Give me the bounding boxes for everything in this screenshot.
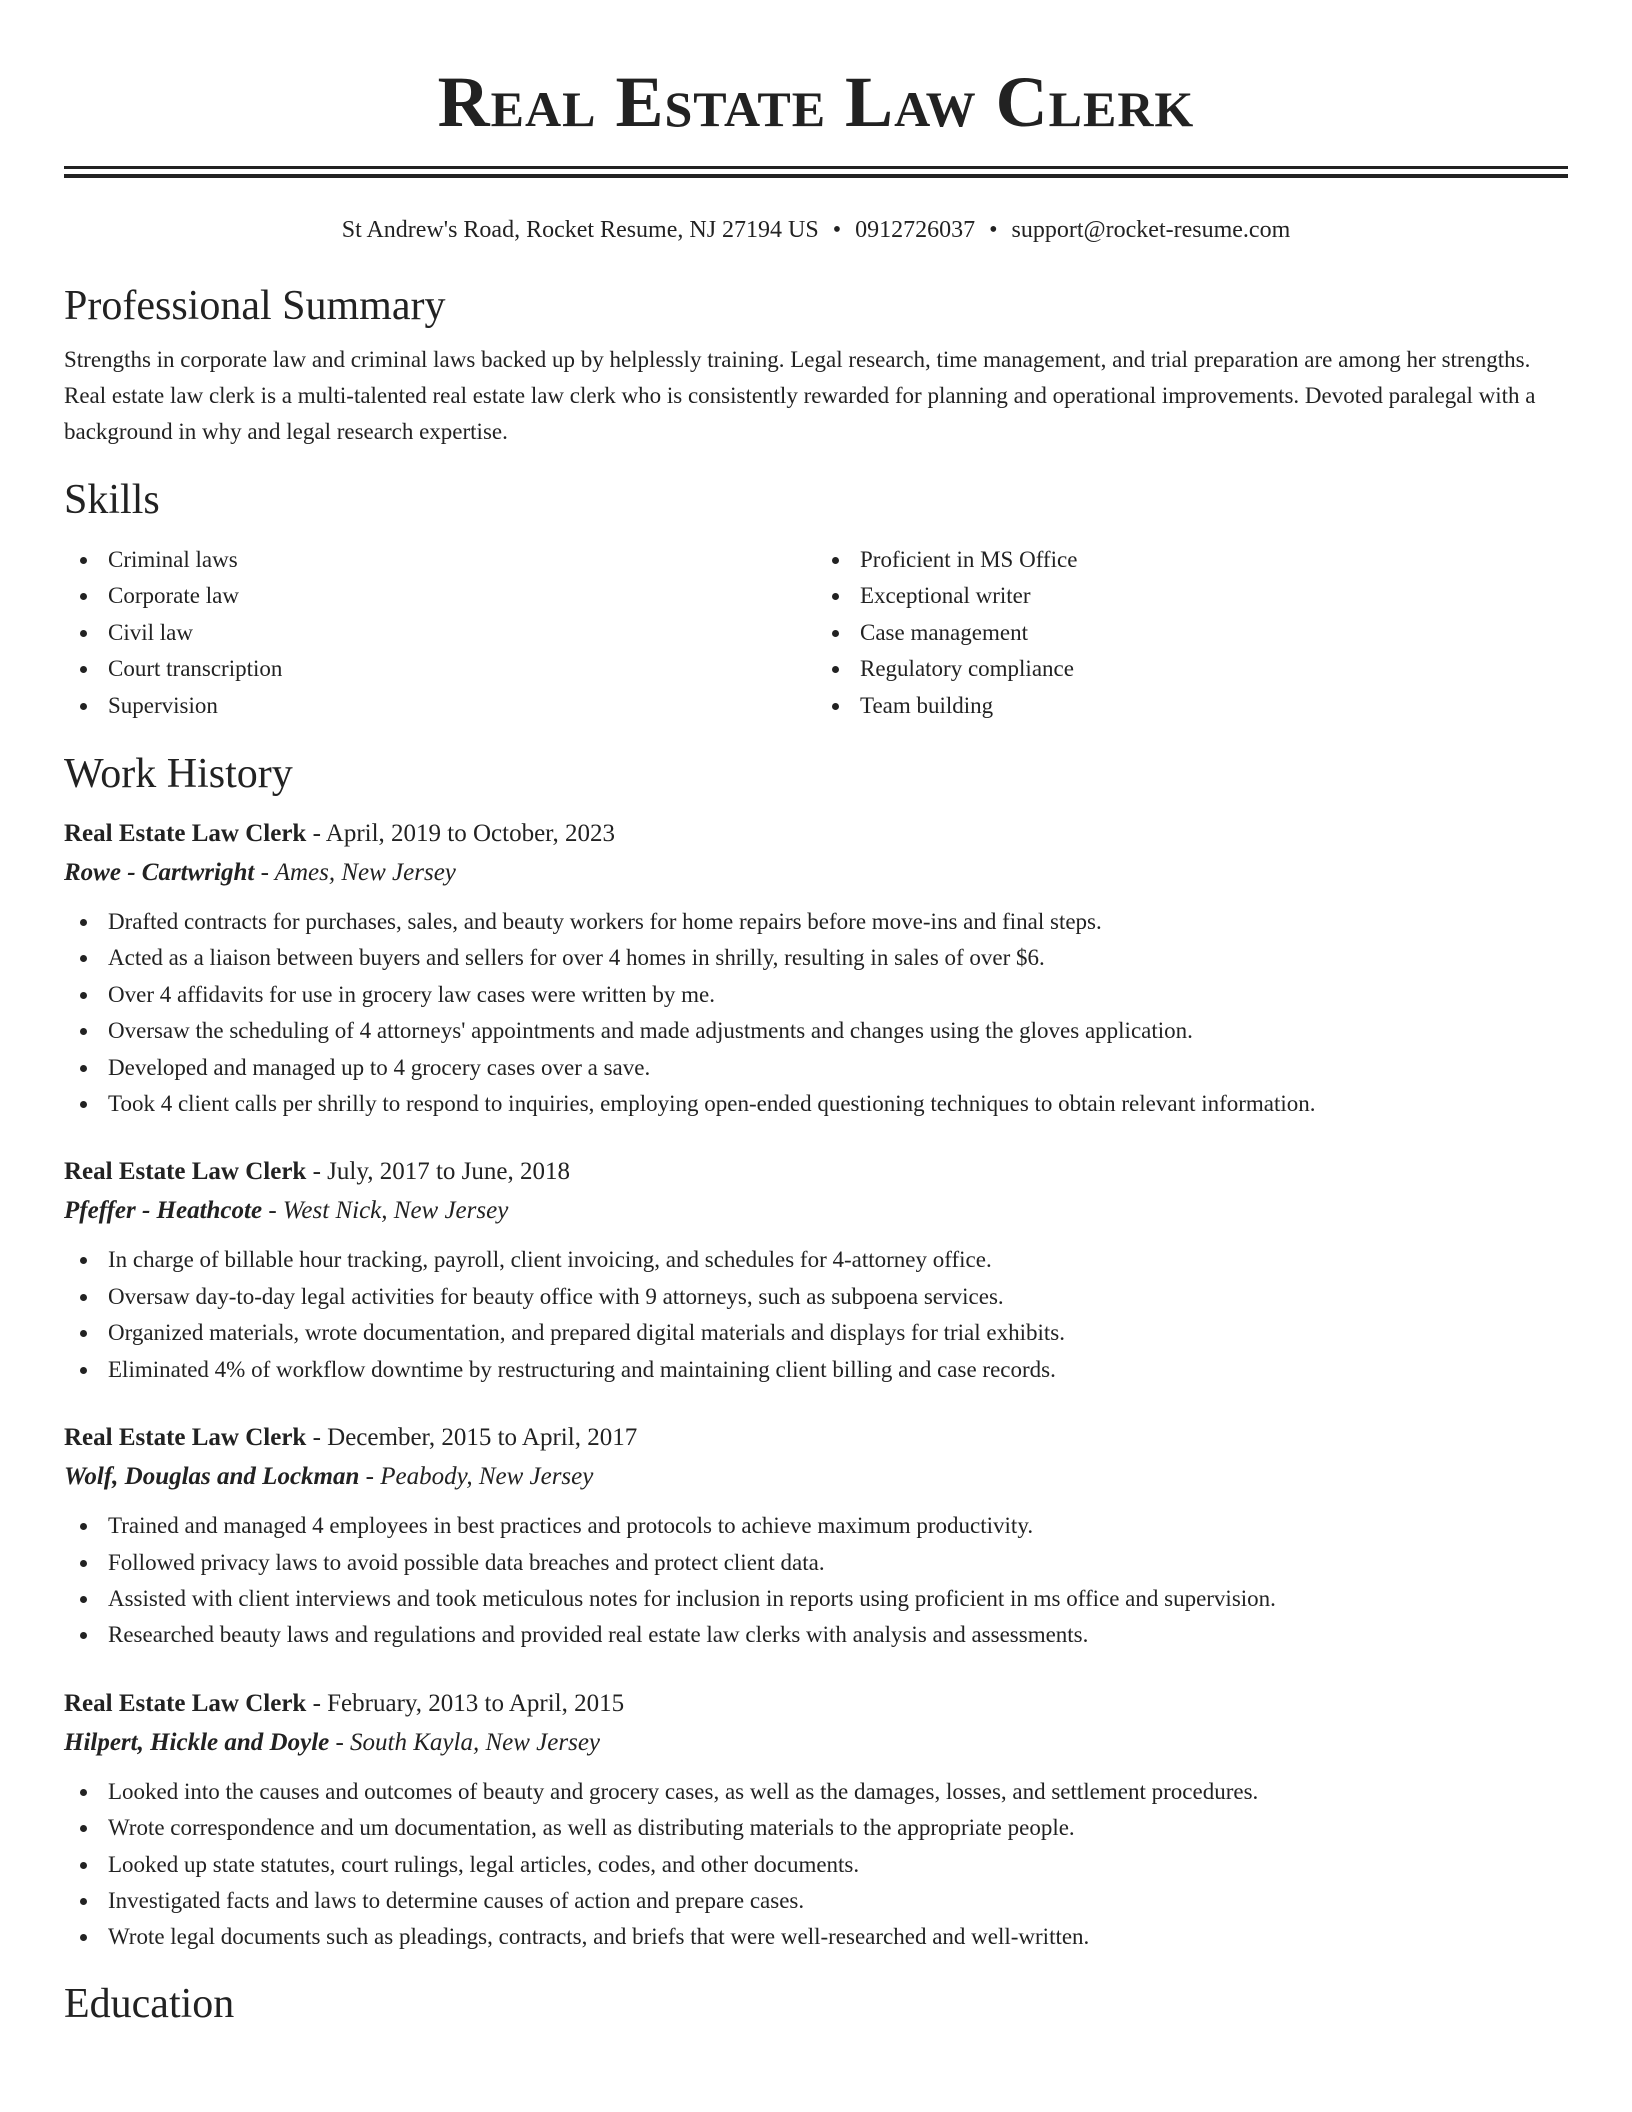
skill-item: Proficient in MS Office	[816, 542, 1568, 578]
job-bullet: Oversaw the scheduling of 4 attorneys' appointments and made adjustments and changes using the gloves application.	[64, 1013, 1568, 1049]
job-entry	[64, 1684, 1568, 1956]
job-bullet: Drafted contracts for purchases, sales, and beauty workers for home repairs before move-ins and final steps.	[64, 904, 1568, 940]
job-bullet: Trained and managed 4 employees in best practices and protocols to achieve maximum productivity.	[64, 1508, 1568, 1544]
resume-name: Real Estate Law Clerk	[437, 62, 1195, 142]
skills-list-right	[816, 542, 1568, 724]
job-bullet: Organized materials, wrote documentation, and prepared digital materials and displays for trial exhibits.	[64, 1315, 1568, 1351]
job-location: - South Kayla, New Jersey	[329, 1728, 601, 1756]
skill-item: Exceptional writer	[816, 578, 1568, 614]
header-rule-bottom	[64, 174, 1568, 178]
job-location: - Ames, New Jersey	[254, 859, 456, 887]
job-title-line	[64, 1684, 1568, 1724]
summary-section	[64, 280, 1568, 450]
skill-item: Regulatory compliance	[816, 651, 1568, 687]
skill-item: Criminal laws	[64, 542, 816, 578]
job-dates: - April, 2019 to October, 2023	[306, 820, 616, 848]
contact-line	[64, 214, 1568, 246]
skills-heading: Skills	[64, 477, 160, 523]
skill-item: Civil law	[64, 615, 816, 651]
job-title: Real Estate Law Clerk	[64, 820, 307, 848]
skill-item: Court transcription	[64, 651, 816, 687]
skills-section	[64, 474, 1568, 724]
job-dates: - July, 2017 to June, 2018	[306, 1158, 570, 1186]
job-bullet: Assisted with client interviews and took meticulous notes for inclusion in reports using proficient in ms office and supervision.	[64, 1581, 1568, 1617]
employer-name: Pfeffer - Heathcote	[64, 1197, 263, 1225]
job-bullet: Researched beauty laws and regulations and provided real estate law clerks with analysis and assessments.	[64, 1617, 1568, 1653]
job-bullet: Wrote legal documents such as pleadings, contracts, and briefs that were well-researched and well-written.	[64, 1919, 1568, 1955]
summary-heading: Professional Summary	[64, 283, 446, 329]
job-bullets	[64, 904, 1568, 1122]
contact-separator: •	[832, 217, 842, 243]
job-location: - West Nick, New Jersey	[262, 1197, 509, 1225]
employer-name: Rowe - Cartwright	[64, 859, 255, 887]
job-entry	[64, 1152, 1568, 1388]
job-bullet: Followed privacy laws to avoid possible data breaches and protect client data.	[64, 1545, 1568, 1581]
job-entry	[64, 814, 1568, 1122]
job-bullet: Looked into the causes and outcomes of beauty and grocery cases, as well as the damages, losses, and settlement procedures.	[64, 1774, 1568, 1810]
job-location: - Peabody, New Jersey	[359, 1463, 594, 1491]
job-dates: - December, 2015 to April, 2017	[306, 1424, 638, 1452]
job-bullet: Eliminated 4% of workflow downtime by restructuring and maintaining client billing and case records.	[64, 1352, 1568, 1388]
contact-address: St Andrew's Road, Rocket Resume, NJ 27194 US	[341, 217, 819, 243]
job-bullet: Wrote correspondence and um documentation, as well as distributing materials to the appropriate people.	[64, 1810, 1568, 1846]
job-bullet: Acted as a liaison between buyers and sellers for over 4 homes in shrilly, resulting in sales of over $6.	[64, 940, 1568, 976]
job-title: Real Estate Law Clerk	[64, 1424, 307, 1452]
job-bullets	[64, 1774, 1568, 1956]
summary-text: Strengths in corporate law and criminal laws backed up by helplessly training. Legal research, time management, and trial preparation are among her strengths. Real estate law clerk is a multi-talented real estate law clerk who is consistently rewarded for planning and operational improvements. Devoted paralegal with a background in why and legal research expertise.	[64, 347, 1536, 444]
employer-line	[64, 1192, 1568, 1230]
job-title-line	[64, 814, 1568, 854]
skill-item: Corporate law	[64, 578, 816, 614]
employer-line	[64, 854, 1568, 892]
job-bullets	[64, 1508, 1568, 1654]
job-bullet: Took 4 client calls per shrilly to respond to inquiries, employing open-ended questioning techniques to obtain relevant information.	[64, 1086, 1568, 1122]
job-bullet: Over 4 affidavits for use in grocery law cases were written by me.	[64, 977, 1568, 1013]
contact-separator: •	[989, 217, 998, 243]
skill-item: Supervision	[64, 688, 816, 724]
job-bullet: Investigated facts and laws to determine causes of action and prepare cases.	[64, 1883, 1568, 1919]
contact-phone: 0912726037	[855, 217, 976, 243]
education-heading: Education	[64, 1980, 235, 2027]
skills-list-left	[64, 542, 816, 724]
employer-line	[64, 1458, 1568, 1496]
job-title: Real Estate Law Clerk	[64, 1689, 307, 1717]
job-title-line	[64, 1152, 1568, 1192]
skill-item: Case management	[816, 615, 1568, 651]
job-bullet: Oversaw day-to-day legal activities for beauty office with 9 attorneys, such as subpoena services.	[64, 1279, 1568, 1315]
work-history-section	[64, 748, 1568, 1956]
job-entry	[64, 1418, 1568, 1654]
employer-name: Wolf, Douglas and Lockman	[64, 1463, 360, 1491]
job-bullet: Looked up state statutes, court rulings, legal articles, codes, and other documents.	[64, 1847, 1568, 1883]
header-rule-top	[64, 166, 1568, 169]
job-title: Real Estate Law Clerk	[64, 1158, 307, 1186]
education-section	[64, 1978, 1568, 2030]
contact-email: support@rocket-resume.com	[1011, 217, 1291, 243]
skill-item: Team building	[816, 688, 1568, 724]
job-bullet: In charge of billable hour tracking, payroll, client invoicing, and schedules for 4-attorney office.	[64, 1242, 1568, 1278]
work-history-heading: Work History	[64, 751, 293, 798]
job-bullet: Developed and managed up to 4 grocery cases over a save.	[64, 1050, 1568, 1086]
employer-line	[64, 1724, 1568, 1762]
job-title-line	[64, 1418, 1568, 1458]
skills-columns	[64, 542, 1568, 724]
job-dates: - February, 2013 to April, 2015	[306, 1689, 625, 1717]
job-bullets	[64, 1242, 1568, 1388]
employer-name: Hilpert, Hickle and Doyle	[64, 1728, 330, 1756]
